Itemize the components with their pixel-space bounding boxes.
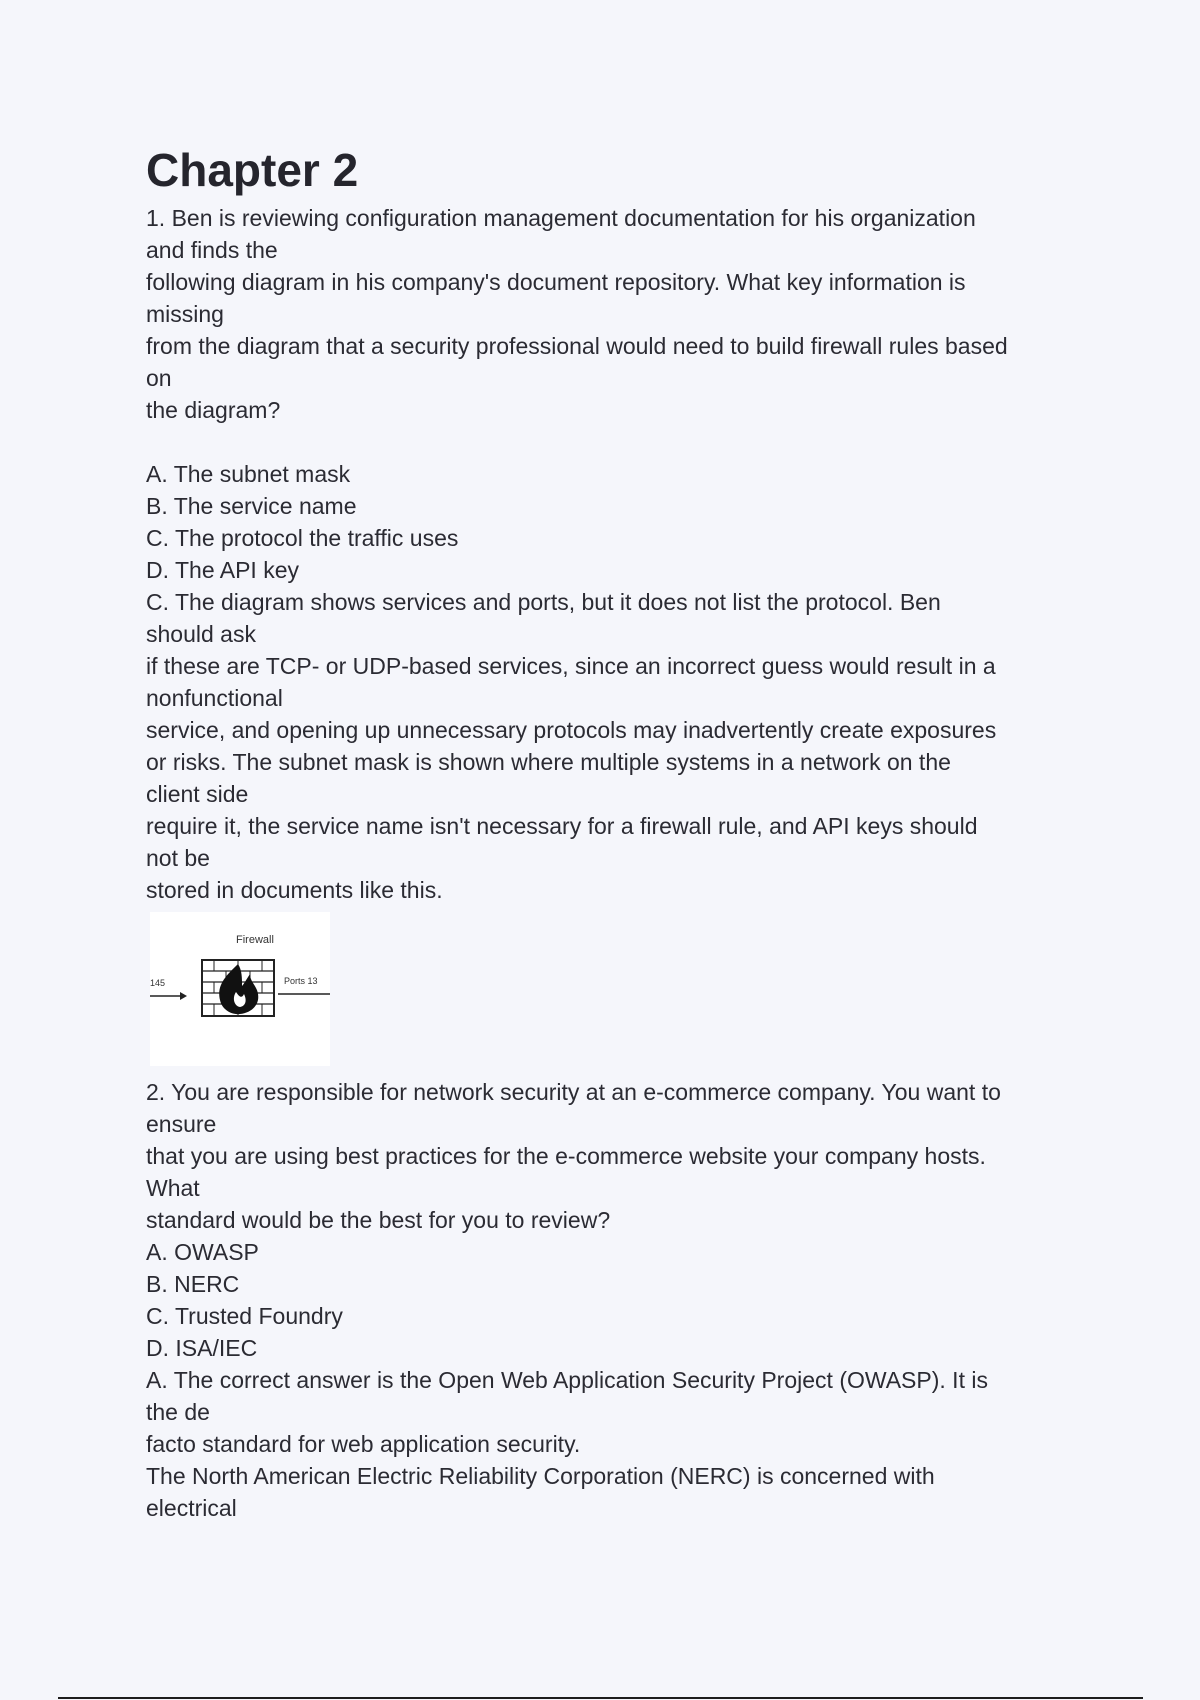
arrow-head-icon [180,992,187,1000]
question-1 [146,202,1066,1066]
option-a: A. The subnet mask [146,461,351,487]
firewall-icon [202,960,274,1016]
question-1-prompt [146,202,1066,426]
prompt-line: that you are using best practices for the e-commerce website your company hosts. [146,1143,986,1169]
prompt-line: What [146,1175,200,1201]
diagram-right-label: Ports 13 [284,976,318,986]
answer-line: facto standard for web application security. [146,1431,581,1457]
page-bottom-rule [58,1697,1143,1699]
option-a: A. OWASP [146,1239,259,1265]
answer-line: or risks. The subnet mask is shown where multiple systems in a network on the [146,749,951,775]
question-2-prompt [146,1076,1066,1236]
prompt-line: and finds the [146,237,278,263]
answer-line: stored in documents like this. [146,877,443,903]
prompt-line: the diagram? [146,397,281,423]
question-2-answer [146,1364,1066,1524]
prompt-line: from the diagram that a security professional would need to build firewall rules based [146,333,1008,359]
question-1-answer [146,586,1066,906]
answer-line: client side [146,781,249,807]
document-content [146,140,1066,1524]
spacer [146,426,1066,458]
question-2 [146,1076,1066,1524]
prompt-line: missing [146,301,224,327]
option-d: D. ISA/IEC [146,1335,258,1361]
option-c: C. Trusted Foundry [146,1303,343,1329]
prompt-line: ensure [146,1111,217,1137]
answer-line: service, and opening up unnecessary protocols may inadvertently create exposures [146,717,997,743]
answer-line: should ask [146,621,256,647]
answer-line: The North American Electric Reliability Corporation (NERC) is concerned with [146,1463,935,1489]
prompt-line: 2. You are responsible for network security at an e-commerce company. You want to [146,1079,1001,1105]
diagram-title: Firewall [236,934,274,946]
option-b: B. NERC [146,1271,240,1297]
firewall-diagram-graphic [150,912,330,1066]
answer-line: C. The diagram shows services and ports, but it does not list the protocol. Ben [146,589,941,615]
answer-line: the de [146,1399,210,1425]
option-b: B. The service name [146,493,357,519]
answer-line: if these are TCP- or UDP-based services, since an incorrect guess would result in a [146,653,996,679]
answer-line: nonfunctional [146,685,283,711]
question-2-options [146,1236,1066,1364]
prompt-line: following diagram in his company's document repository. What key information is [146,269,966,295]
option-d: D. The API key [146,557,299,583]
question-1-options [146,458,1066,586]
chapter-title: Chapter 2 [146,144,359,196]
firewall-diagram [150,912,330,1066]
answer-line: not be [146,845,210,871]
option-c: C. The protocol the traffic uses [146,525,459,551]
prompt-line: 1. Ben is reviewing configuration management documentation for his organization [146,205,976,231]
answer-line: require it, the service name isn't necessary for a firewall rule, and API keys should [146,813,978,839]
diagram-left-label: 145 [150,978,166,988]
prompt-line: standard would be the best for you to review? [146,1207,611,1233]
answer-line: electrical [146,1495,237,1521]
prompt-line: on [146,365,172,391]
answer-line: A. The correct answer is the Open Web Application Security Project (OWASP). It is [146,1367,988,1393]
